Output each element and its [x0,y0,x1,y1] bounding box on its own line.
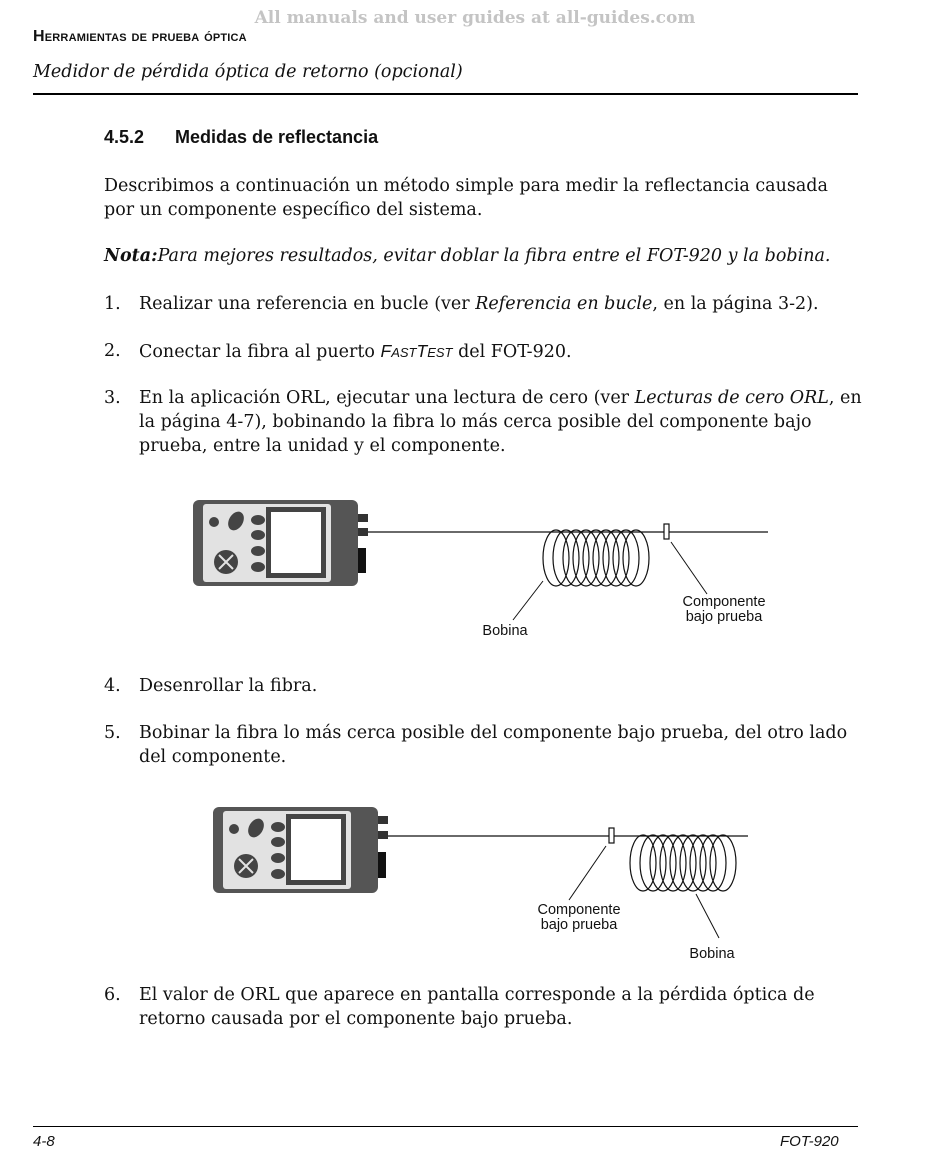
port-letter: T [416,341,428,361]
product-name: FOT-920 [780,1133,839,1150]
fot-920-unit [213,807,388,893]
fiber-coil [630,835,736,891]
port-letter: F [380,341,392,361]
coil-label: Bobina [689,946,735,962]
step-2 [104,339,864,365]
component-label-line-1: Componente [682,594,766,610]
step-3 [104,386,864,458]
section-number: 4.5.2 [104,127,145,147]
note-label: Nota: [104,246,158,266]
component-leader [671,542,707,594]
footer-rule [33,1126,858,1127]
coil-leader [513,581,543,620]
step-text-part: , en la página 3-2). [652,294,819,314]
coil-leader [696,894,719,938]
step-text [139,339,864,365]
step-text: Desenrollar la fibra. [139,676,318,696]
fiber-coil [543,530,649,586]
watermark: All manuals and user guides at all-guides.com [254,8,696,28]
section-title: Medidas de reflectancia [175,127,379,147]
fastest-port-name [381,341,453,361]
component-marker [664,524,669,539]
page-number: 4-8 [33,1133,55,1150]
component-label-line-1: Componente [537,902,621,918]
step-number: 6. [104,985,121,1005]
step-6 [104,983,864,1031]
cross-reference: Referencia en bucle [475,294,653,314]
step-number: 5. [104,723,121,743]
step-text-part: del FOT-920. [452,342,572,362]
note-text: Para mejores resultados, evitar doblar la fibra entre el FOT-920 y la bobina. [157,246,831,266]
cross-reference: Lecturas de cero ORL [634,388,829,408]
running-header-title: Herramientas de prueba óptica [33,28,247,45]
section-heading [104,127,378,148]
step-text [139,292,864,316]
fot-920-unit [193,500,368,586]
component-label-line-2: bajo prueba [540,917,618,933]
intro-paragraph: Describimos a continuación un método simple para medir la reflectancia causada por un componente específico del sistema. [104,176,828,220]
coil-label: Bobina [482,623,528,639]
step-number: 2. [104,341,121,361]
port-letters: EST [427,345,453,360]
step-text [139,386,864,458]
component-leader [569,846,606,900]
step-text-part: , en la página 4-7), bobinando la fibra lo más cerca posible del componente bajo prueba, entre la unidad y el componente. [139,388,862,456]
component-label-line-2: bajo prueba [685,609,763,625]
port-letters: AST [391,345,417,360]
note-paragraph [104,244,854,268]
step-number: 1. [104,294,121,314]
running-header-subtitle: Medidor de pérdida óptica de retorno (opcional) [33,62,463,82]
step-number: 4. [104,676,121,696]
figure-1-coil-before-component [0,490,950,650]
step-text-part: Conectar la fibra al puerto [139,342,381,362]
step-text-part: Realizar una referencia en bucle (ver [139,294,476,314]
figure-2-coil-after-component [0,800,950,970]
component-marker [609,828,614,843]
step-4 [104,674,864,698]
step-text-part: En la aplicación ORL, ejecutar una lectura de cero (ver [139,388,635,408]
step-1 [104,292,864,316]
step-number: 3. [104,388,121,408]
step-5 [104,721,864,769]
step-text: Bobinar la fibra lo más cerca posible del componente bajo prueba, del otro lado del componente. [139,723,848,767]
header-rule [33,93,858,95]
step-text: El valor de ORL que aparece en pantalla corresponde a la pérdida óptica de retorno causada por el componente bajo prueba. [139,985,815,1029]
